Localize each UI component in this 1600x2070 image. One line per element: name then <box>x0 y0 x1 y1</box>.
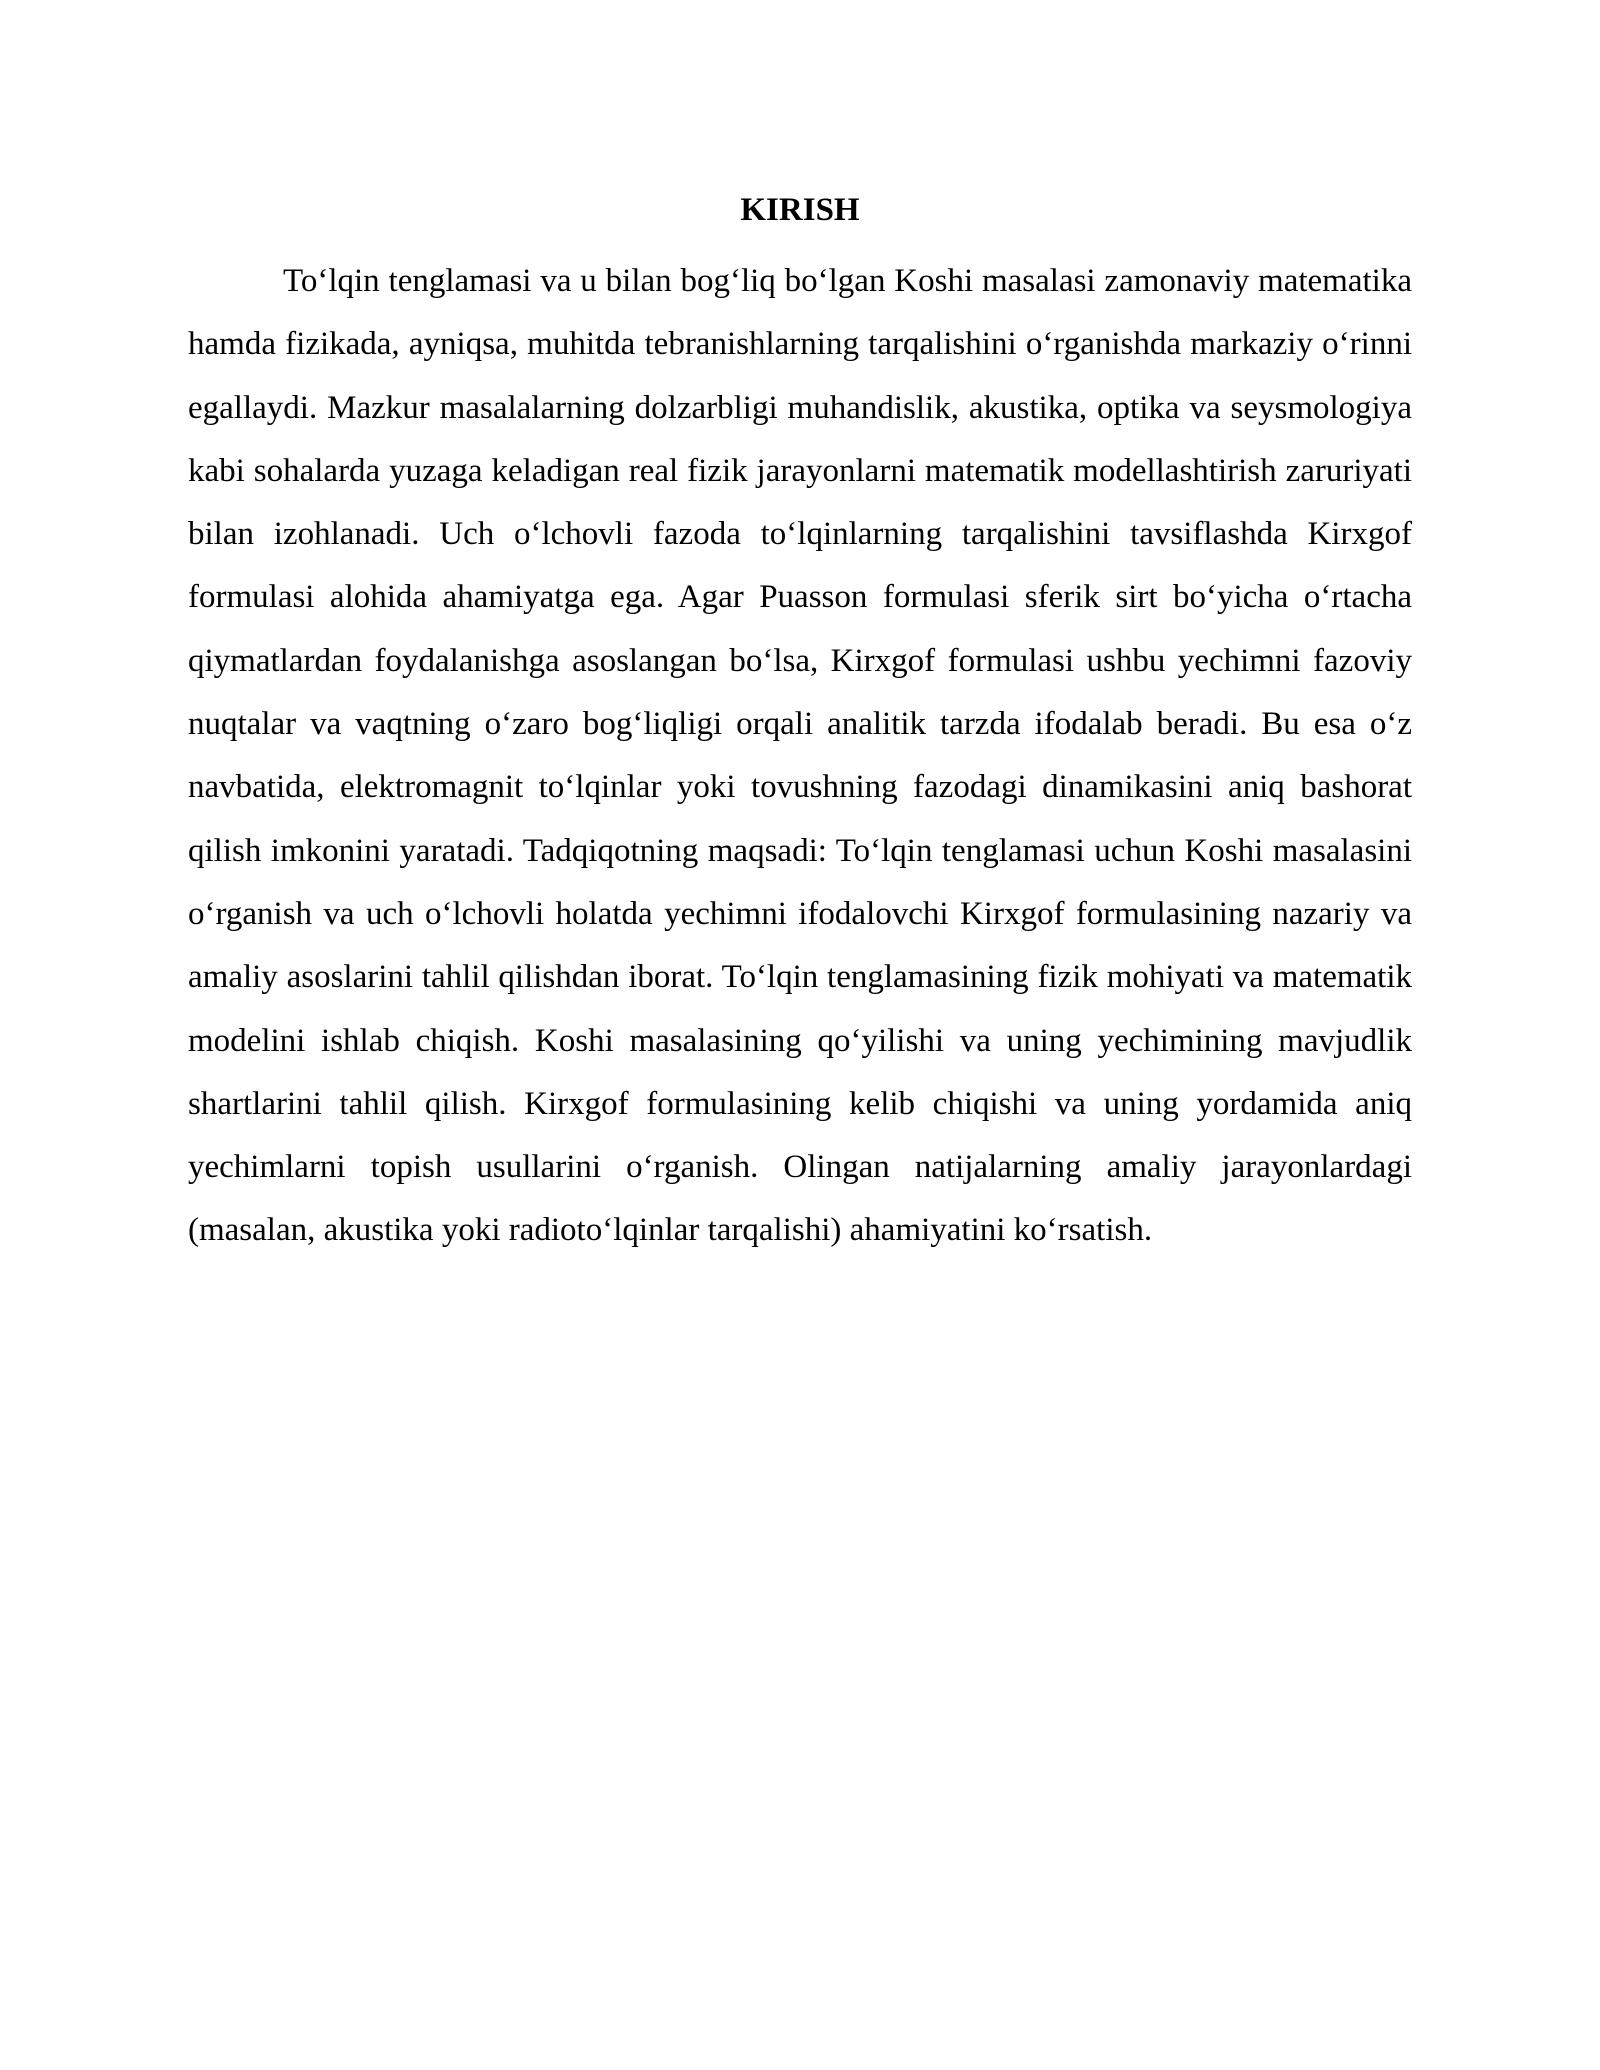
body-paragraph: To‘lqin tenglamasi va u bilan bog‘liq bo‘lgan Koshi masalasi zamonaviy matematika hamda fizikada, ayniqsa, muhitda tebranishlarning tarqalishini o‘rganishda markaziy o‘rinni egallaydi. Mazkur masalalarning dolzarbligi muhandislik, akustika, optika va seysmologiya kabi sohalarda yuzaga keladigan real fizik jarayonlarni matematik modellashtirish zaruriyati bilan izohlanadi. Uch o‘lchovli fazoda to‘lqinlarning tarqalishini tavsiflashda Kirxgof formulasi alohida ahamiyatga ega. Agar Puasson formulasi sferik sirt bo‘yicha o‘rtacha qiymatlardan foydalanishga asoslangan bo‘lsa, Kirxgof formulasi ushbu yechimni fazoviy nuqtalar va vaqtning o‘zaro bog‘liqligi orqali analitik tarzda ifodalab beradi. Bu esa o‘z navbatida, elektromagnit to‘lqinlar yoki tovushning fazodagi dinamikasini aniq bashorat qilish imkonini yaratadi. Tadqiqotning maqsadi: To‘lqin tenglamasi uchun Koshi masalasini o‘rganish va uch o‘lchovli holatda yechimni ifodalovchi Kirxgof formulasining nazariy va amaliy asoslarini tahlil qilishdan iborat. To‘lqin tenglamasining fizik mohiyati va matematik modelini ishlab chiqish. Koshi masalasining qo‘yilishi va uning yechimining mavjudlik shartlarini tahlil qilish. Kirxgof formulasining kelib chiqishi va uning yordamida aniq yechimlarni topish usullarini o‘rganish. Olingan natijalarning amaliy jarayonlardagi (masalan, akustika yoki radioto‘lqinlar tarqalishi) ahamiyatini ko‘rsatish. <box>188 263 1412 1249</box>
page-title: KIRISH <box>740 192 860 228</box>
